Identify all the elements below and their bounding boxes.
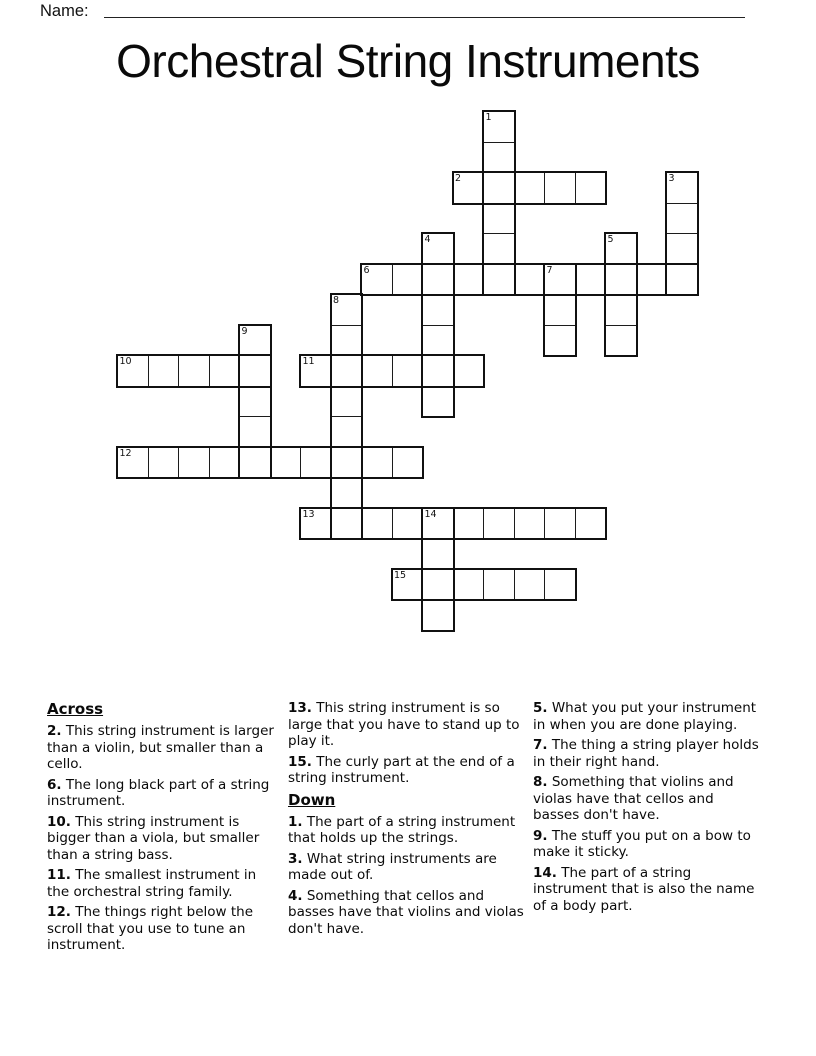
clue-across-2 (47, 723, 282, 773)
clue-number: 15. (288, 753, 312, 770)
grid-cell[interactable] (300, 355, 332, 387)
grid-cell[interactable] (483, 264, 515, 296)
clue-number: 3. (288, 850, 303, 867)
grid-cell[interactable] (239, 416, 271, 448)
clue-number: 4. (288, 887, 303, 904)
grid-cell[interactable] (605, 325, 637, 357)
clue-down-4 (288, 888, 528, 938)
grid-cell[interactable] (239, 325, 271, 357)
grid-cell[interactable] (605, 233, 637, 265)
grid-cell[interactable] (392, 569, 424, 601)
across-header: Across (47, 700, 104, 718)
grid-cell[interactable] (422, 508, 454, 540)
grid-cell[interactable] (209, 447, 241, 479)
grid-cell[interactable] (605, 264, 637, 296)
clue-text: The stuff you put on a bow to make it sticky. (533, 827, 751, 860)
cell-number: 7 (546, 264, 553, 276)
clue-down-5 (533, 700, 763, 733)
grid-cell[interactable] (544, 264, 576, 296)
grid-cell[interactable] (483, 172, 515, 204)
cell-number: 15 (394, 569, 407, 581)
clue-text: This string instrument is so large that you have to stand up to play it. (288, 700, 520, 749)
cell-number: 4 (424, 234, 431, 245)
clue-text: The thing a string player holds in their right hand. (533, 737, 759, 770)
clue-down-14 (533, 865, 763, 915)
grid-cell[interactable] (239, 447, 271, 479)
grid-cell[interactable] (575, 508, 607, 540)
cell-number: 3 (668, 173, 675, 184)
grid-cell[interactable] (514, 508, 546, 540)
clue-across-12 (47, 904, 282, 954)
clue-column-3 (533, 700, 763, 918)
grid-cell[interactable] (331, 355, 363, 387)
clue-number: 10. (47, 813, 71, 830)
grid-cell[interactable] (453, 264, 485, 296)
grid-cell[interactable] (453, 508, 485, 540)
clue-down-9 (533, 828, 763, 861)
clue-number: 5. (533, 700, 548, 716)
grid-cell[interactable] (422, 294, 454, 326)
grid-cell[interactable] (178, 355, 210, 387)
cell-number: 6 (363, 264, 370, 276)
cell-number: 1 (485, 112, 492, 123)
page-title: Orchestral String Instruments (116, 35, 700, 87)
grid-cell[interactable] (331, 325, 363, 357)
grid-cell[interactable] (544, 172, 576, 204)
grid-cell[interactable] (361, 264, 393, 296)
grid-cell[interactable] (239, 386, 271, 418)
grid-cell[interactable] (422, 325, 454, 357)
cell-number: 11 (302, 356, 315, 367)
grid-cell[interactable] (392, 508, 424, 540)
grid-cell[interactable] (483, 111, 515, 143)
crossword-grid (117, 111, 697, 630)
clue-down-7 (533, 737, 763, 770)
clue-number: 12. (47, 904, 71, 920)
grid-cell[interactable] (575, 264, 607, 296)
grid-cell[interactable] (483, 508, 515, 540)
clue-across-11 (47, 867, 282, 900)
clue-across-10 (47, 814, 282, 864)
clue-text: This string instrument is larger than a violin, but smaller than a cello. (47, 723, 274, 772)
clue-text: The smallest instrument in the orchestral string family. (47, 867, 257, 900)
clue-number: 7. (533, 737, 548, 753)
cell-number: 5 (607, 234, 614, 245)
grid-cell[interactable] (514, 264, 546, 296)
grid-cell[interactable] (575, 172, 607, 204)
grid-cell[interactable] (148, 447, 180, 479)
grid-cell[interactable] (544, 325, 576, 357)
cell-number: 12 (119, 447, 132, 459)
clue-text: Something that violins and violas have that cellos and basses don't have. (533, 774, 734, 823)
grid-cell[interactable] (148, 355, 180, 387)
name-fill-in-line[interactable] (104, 0, 745, 18)
cell-number: 10 (119, 356, 132, 367)
clue-number: 9. (533, 827, 548, 844)
name-label: Name: (40, 2, 89, 20)
clue-column-1 (47, 700, 282, 958)
grid-cell[interactable] (361, 355, 393, 387)
grid-cell[interactable] (514, 569, 546, 601)
grid-cell[interactable] (331, 447, 363, 479)
grid-cell[interactable] (239, 355, 271, 387)
clue-text: This string instrument is bigger than a viola, but smaller than a string bass. (47, 813, 260, 863)
grid-cell[interactable] (422, 264, 454, 296)
grid-cell[interactable] (422, 233, 454, 265)
grid-cell[interactable] (422, 569, 454, 601)
grid-cell[interactable] (117, 447, 149, 479)
down-header: Down (288, 790, 336, 809)
grid-cell[interactable] (544, 508, 576, 540)
grid-cell[interactable] (514, 172, 546, 204)
clue-down-1 (288, 814, 528, 847)
clue-text: The part of a string instrument that is also the name of a body part. (533, 864, 755, 914)
grid-cell[interactable] (392, 355, 424, 387)
grid-cell[interactable] (453, 355, 485, 387)
grid-cell[interactable] (605, 294, 637, 326)
clue-across-15 (288, 754, 528, 787)
clue-text: What you put your instrument in when you are done playing. (533, 700, 757, 733)
grid-cell[interactable] (331, 477, 363, 509)
grid-cell[interactable] (209, 355, 241, 387)
grid-cell[interactable] (331, 386, 363, 418)
clue-text: The curly part at the end of a string instrument. (288, 753, 515, 786)
grid-cell[interactable] (666, 203, 698, 235)
cell-number: 9 (241, 325, 248, 337)
clue-text: The things right below the scroll that you use to tune an instrument. (47, 904, 254, 953)
clue-across-13 (288, 700, 528, 750)
grid-cell[interactable] (300, 508, 332, 540)
grid-cell[interactable] (483, 142, 515, 174)
grid-cell[interactable] (117, 355, 149, 387)
clue-number: 11. (47, 867, 71, 883)
grid-cell[interactable] (666, 172, 698, 204)
grid-cell[interactable] (544, 569, 576, 601)
grid-cell[interactable] (422, 355, 454, 387)
cell-number: 2 (455, 173, 462, 184)
grid-cell[interactable] (453, 569, 485, 601)
clue-text: The part of a string instrument that holds up the strings. (288, 813, 516, 846)
clue-number: 8. (533, 774, 548, 790)
grid-cell[interactable] (178, 447, 210, 479)
grid-cell[interactable] (636, 264, 668, 296)
clue-down-8 (533, 774, 763, 824)
grid-cell[interactable] (666, 264, 698, 296)
grid-cell[interactable] (422, 538, 454, 570)
grid-cell[interactable] (361, 508, 393, 540)
clue-number: 2. (47, 723, 62, 739)
grid-cell[interactable] (544, 294, 576, 326)
clue-down-3 (288, 851, 528, 884)
grid-cell[interactable] (331, 508, 363, 540)
cell-number: 14 (424, 508, 437, 520)
grid-cell[interactable] (666, 233, 698, 265)
clue-text: What string instruments are made out of. (288, 850, 497, 883)
cell-number: 13 (302, 508, 315, 520)
clue-column-2 (288, 700, 528, 941)
grid-cell[interactable] (422, 599, 454, 631)
clue-number: 13. (288, 700, 312, 716)
grid-cell[interactable] (392, 447, 424, 479)
grid-cell[interactable] (453, 172, 485, 204)
clue-across-6 (47, 777, 282, 810)
grid-cell[interactable] (483, 203, 515, 235)
grid-cell[interactable] (483, 569, 515, 601)
clue-number: 14. (533, 864, 557, 881)
clues-section (47, 700, 763, 958)
clue-text: Something that cellos and basses have that violins and violas don't have. (288, 887, 524, 937)
grid-cell[interactable] (300, 447, 332, 479)
clue-number: 1. (288, 813, 303, 830)
grid-cell[interactable] (483, 233, 515, 265)
grid-cell[interactable] (422, 386, 454, 418)
grid-cell[interactable] (392, 264, 424, 296)
grid-cell[interactable] (331, 416, 363, 448)
grid-cell[interactable] (331, 294, 363, 326)
clue-number: 6. (47, 776, 62, 793)
grid-cell[interactable] (361, 447, 393, 479)
clue-text: The long black part of a string instrument. (47, 776, 270, 809)
cell-number: 8 (333, 295, 340, 306)
grid-cell[interactable] (270, 447, 302, 479)
